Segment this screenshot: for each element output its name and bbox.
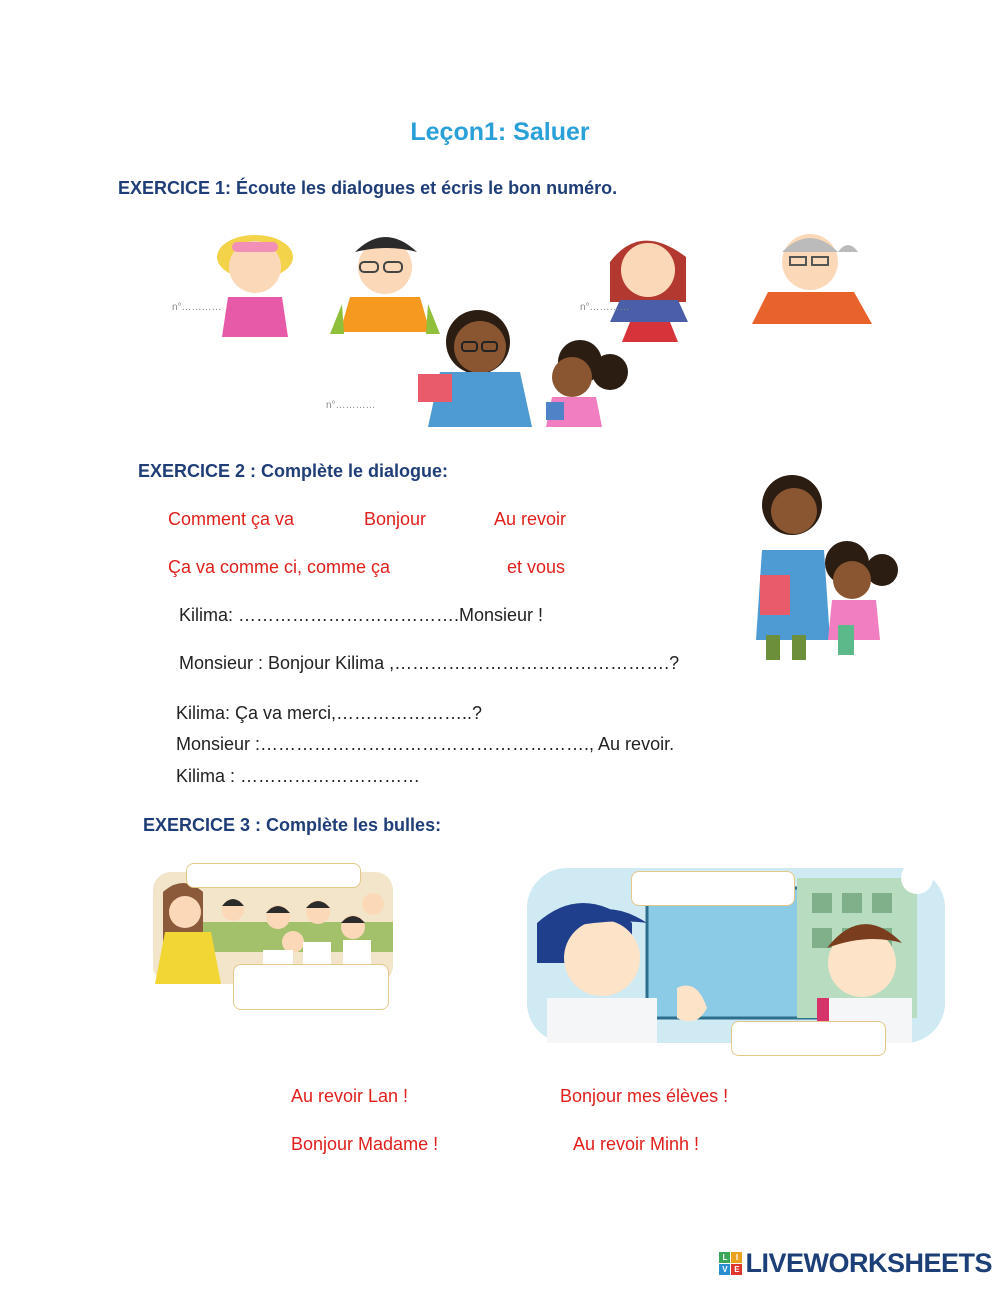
- dialogue-line[interactable]: Kilima: Ça va merci,…………………..?: [176, 703, 483, 723]
- word-bank-item: Bonjour: [364, 509, 427, 529]
- number-slot-1[interactable]: n°…………: [172, 302, 222, 313]
- number-slot-2[interactable]: n°…………: [580, 302, 630, 313]
- dialogue-line[interactable]: Kilima: ……………………………….Monsieur !: [179, 605, 544, 625]
- exercise1-illustration: [160, 222, 900, 427]
- logo-tile: V: [719, 1264, 730, 1275]
- logo-tile: E: [731, 1264, 742, 1275]
- number-slot-3[interactable]: n°…………: [326, 400, 376, 411]
- exercise1-heading: EXERCICE 1: Écoute les dialogues et écris le bon numéro.: [118, 178, 618, 198]
- kilima-monsieur-image: [752, 475, 904, 665]
- logo-tile: I: [731, 1252, 742, 1263]
- answer-option: Bonjour Madame !: [291, 1134, 439, 1154]
- dialogue-line[interactable]: Monsieur : Bonjour Kilima ,……………………………………….?: [179, 653, 680, 673]
- page-title: Leçon1: Saluer: [410, 118, 590, 146]
- logo-tiles: [719, 1252, 742, 1275]
- speech-bubble-input-4[interactable]: [731, 1021, 886, 1056]
- dialogue-line[interactable]: Monsieur :………………………………………………., Au revoir.: [176, 734, 675, 754]
- logo-text: LIVEWORKSHEETS: [745, 1248, 992, 1278]
- adults-greeting-image: [610, 234, 872, 342]
- answer-option: Au revoir Lan !: [291, 1086, 409, 1106]
- word-bank-item: Comment ça va: [168, 509, 295, 529]
- logo-tile: L: [719, 1252, 730, 1263]
- answer-option: Au revoir Minh !: [573, 1134, 700, 1154]
- speech-bubble-input-2[interactable]: [233, 964, 389, 1010]
- kids-greeting-image: [217, 235, 440, 337]
- teacher-student-image: [418, 310, 628, 427]
- exercise2-heading: EXERCICE 2 : Complète le dialogue:: [138, 461, 449, 481]
- word-bank-item: Au revoir: [494, 509, 567, 529]
- speech-bubble-input-1[interactable]: [186, 863, 361, 888]
- word-bank-item: Ça va comme ci, comme ça: [168, 557, 391, 577]
- word-bank-item: et vous: [507, 557, 566, 577]
- answer-option: Bonjour mes élèves !: [560, 1086, 729, 1106]
- speech-bubble-input-3[interactable]: [631, 871, 795, 906]
- exercise3-heading: EXERCICE 3 : Complète les bulles:: [143, 815, 442, 835]
- dialogue-line[interactable]: Kilima : …………………………: [176, 766, 421, 786]
- liveworksheets-logo: [719, 1248, 992, 1279]
